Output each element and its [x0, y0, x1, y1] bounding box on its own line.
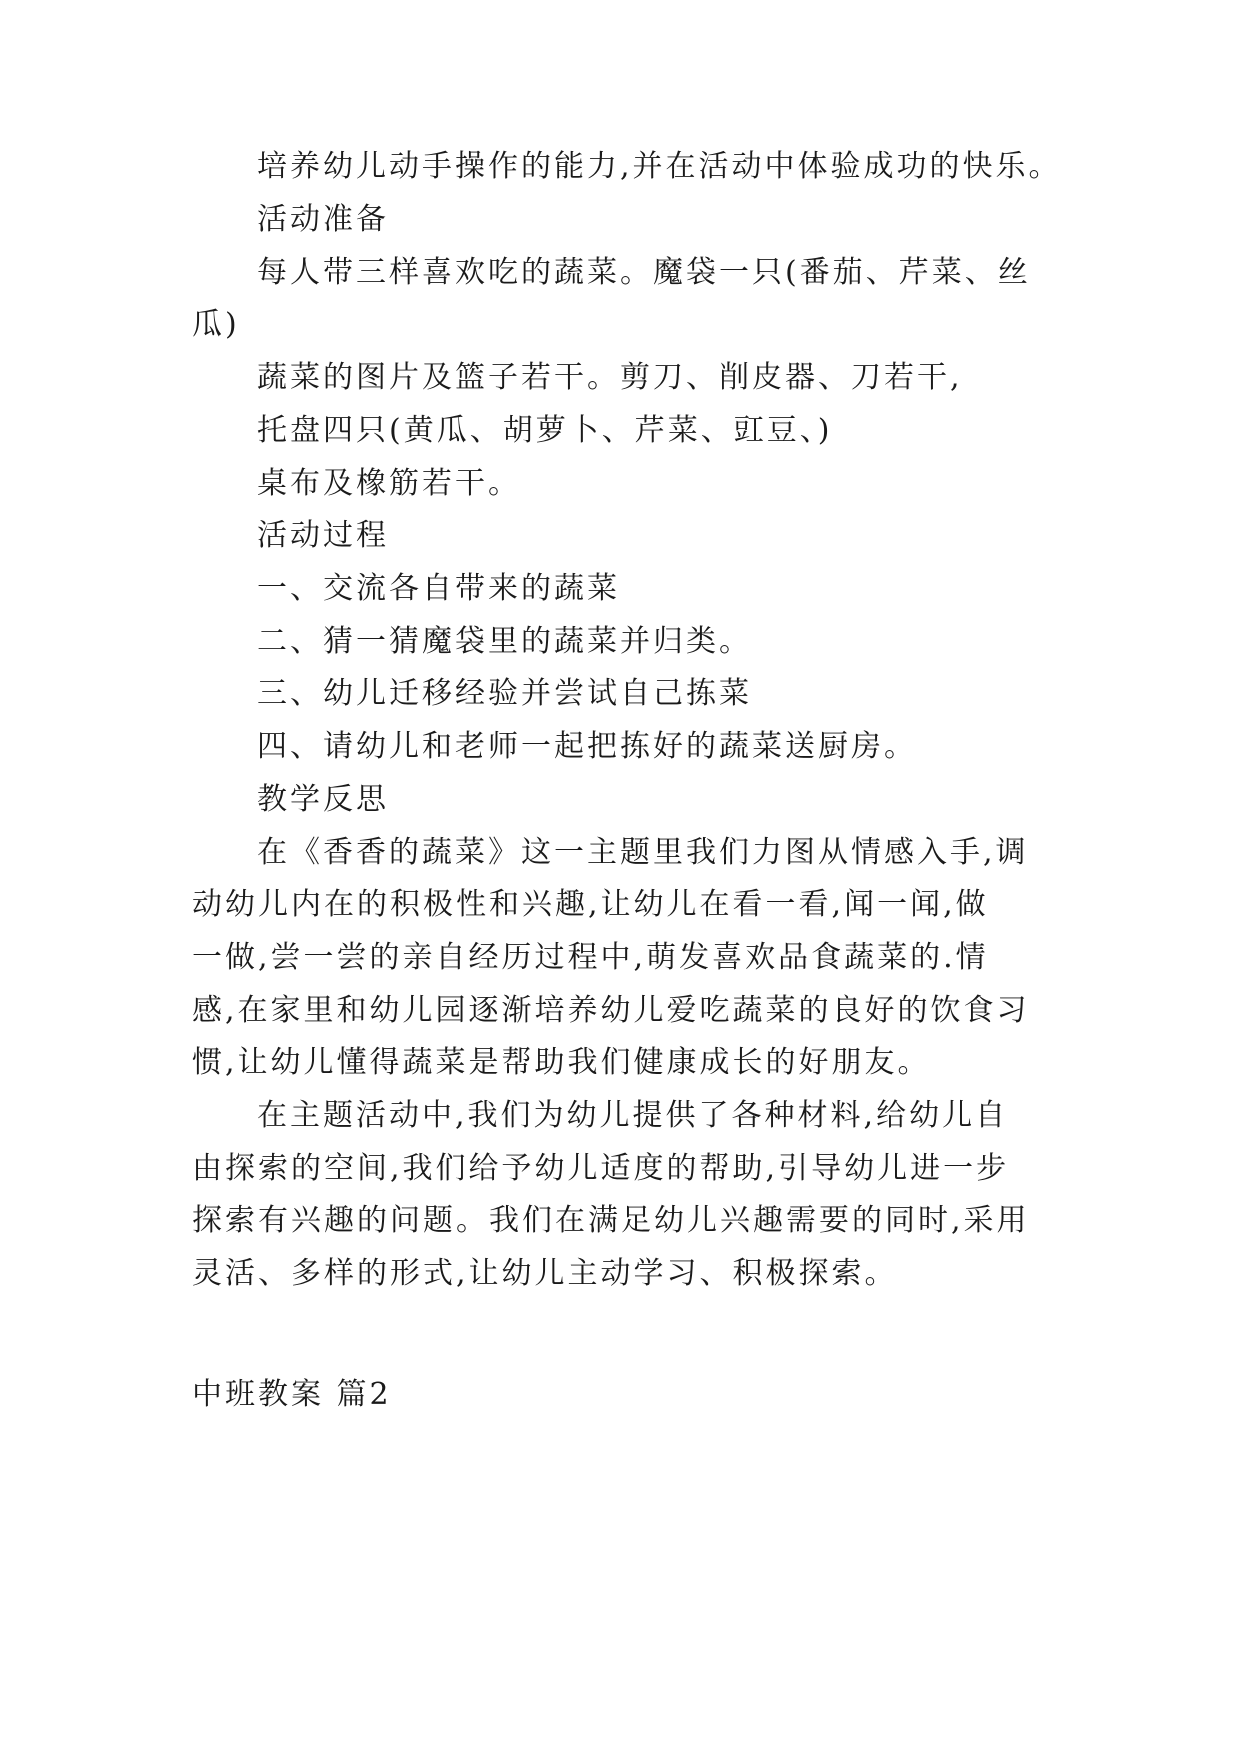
text-line: 桌布及橡筋若干。 — [257, 466, 521, 501]
list-item: 三、幼儿迁移经验并尝试自己拣菜 — [257, 676, 752, 711]
section-title-lesson-2: 中班教案 篇2 — [192, 1377, 392, 1412]
list-item: 一、交流各自带来的蔬菜 — [257, 571, 620, 606]
text-line: 瓜) — [192, 307, 240, 342]
text-line: 每人带三样喜欢吃的蔬菜。魔袋一只(番茄、芹菜、丝 — [257, 255, 1031, 290]
section-heading-process: 活动过程 — [257, 518, 389, 553]
text-line: 探索有兴趣的问题。我们在满足幼儿兴趣需要的同时,采用 — [192, 1203, 1030, 1238]
text-line: 灵活、多样的形式,让幼儿主动学习、积极探索。 — [192, 1256, 898, 1291]
list-item: 四、请幼儿和老师一起把拣好的蔬菜送厨房。 — [257, 729, 917, 764]
text-line: 一做,尝一尝的亲自经历过程中,萌发喜欢品食蔬菜的.情 — [192, 940, 989, 975]
text-line: 蔬菜的图片及篮子若干。剪刀、削皮器、刀若干, — [257, 360, 963, 395]
text-line: 培养幼儿动手操作的能力,并在活动中体验成功的快乐。 — [257, 149, 1062, 184]
section-heading-preparation: 活动准备 — [257, 202, 389, 237]
text-line: 在《香香的蔬菜》这一主题里我们力图从情感入手,调 — [257, 835, 1029, 870]
text-line: 由探索的空间,我们给予幼儿适度的帮助,引导幼儿进一步 — [192, 1151, 1010, 1186]
text-line: 感,在家里和幼儿园逐渐培养幼儿爱吃蔬菜的良好的饮食习 — [192, 993, 1030, 1028]
section-heading-reflection: 教学反思 — [257, 782, 389, 817]
text-line: 在主题活动中,我们为幼儿提供了各种材料,给幼儿自 — [257, 1098, 1009, 1133]
list-item: 二、猜一猜魔袋里的蔬菜并归类。 — [257, 624, 752, 659]
text-line: 托盘四只(黄瓜、胡萝卜、芹菜、豇豆、) — [257, 413, 833, 448]
text-line: 动幼儿内在的积极性和兴趣,让幼儿在看一看,闻一闻,做 — [192, 887, 989, 922]
text-line: 惯,让幼儿懂得蔬菜是帮助我们健康成长的好朋友。 — [192, 1045, 931, 1080]
